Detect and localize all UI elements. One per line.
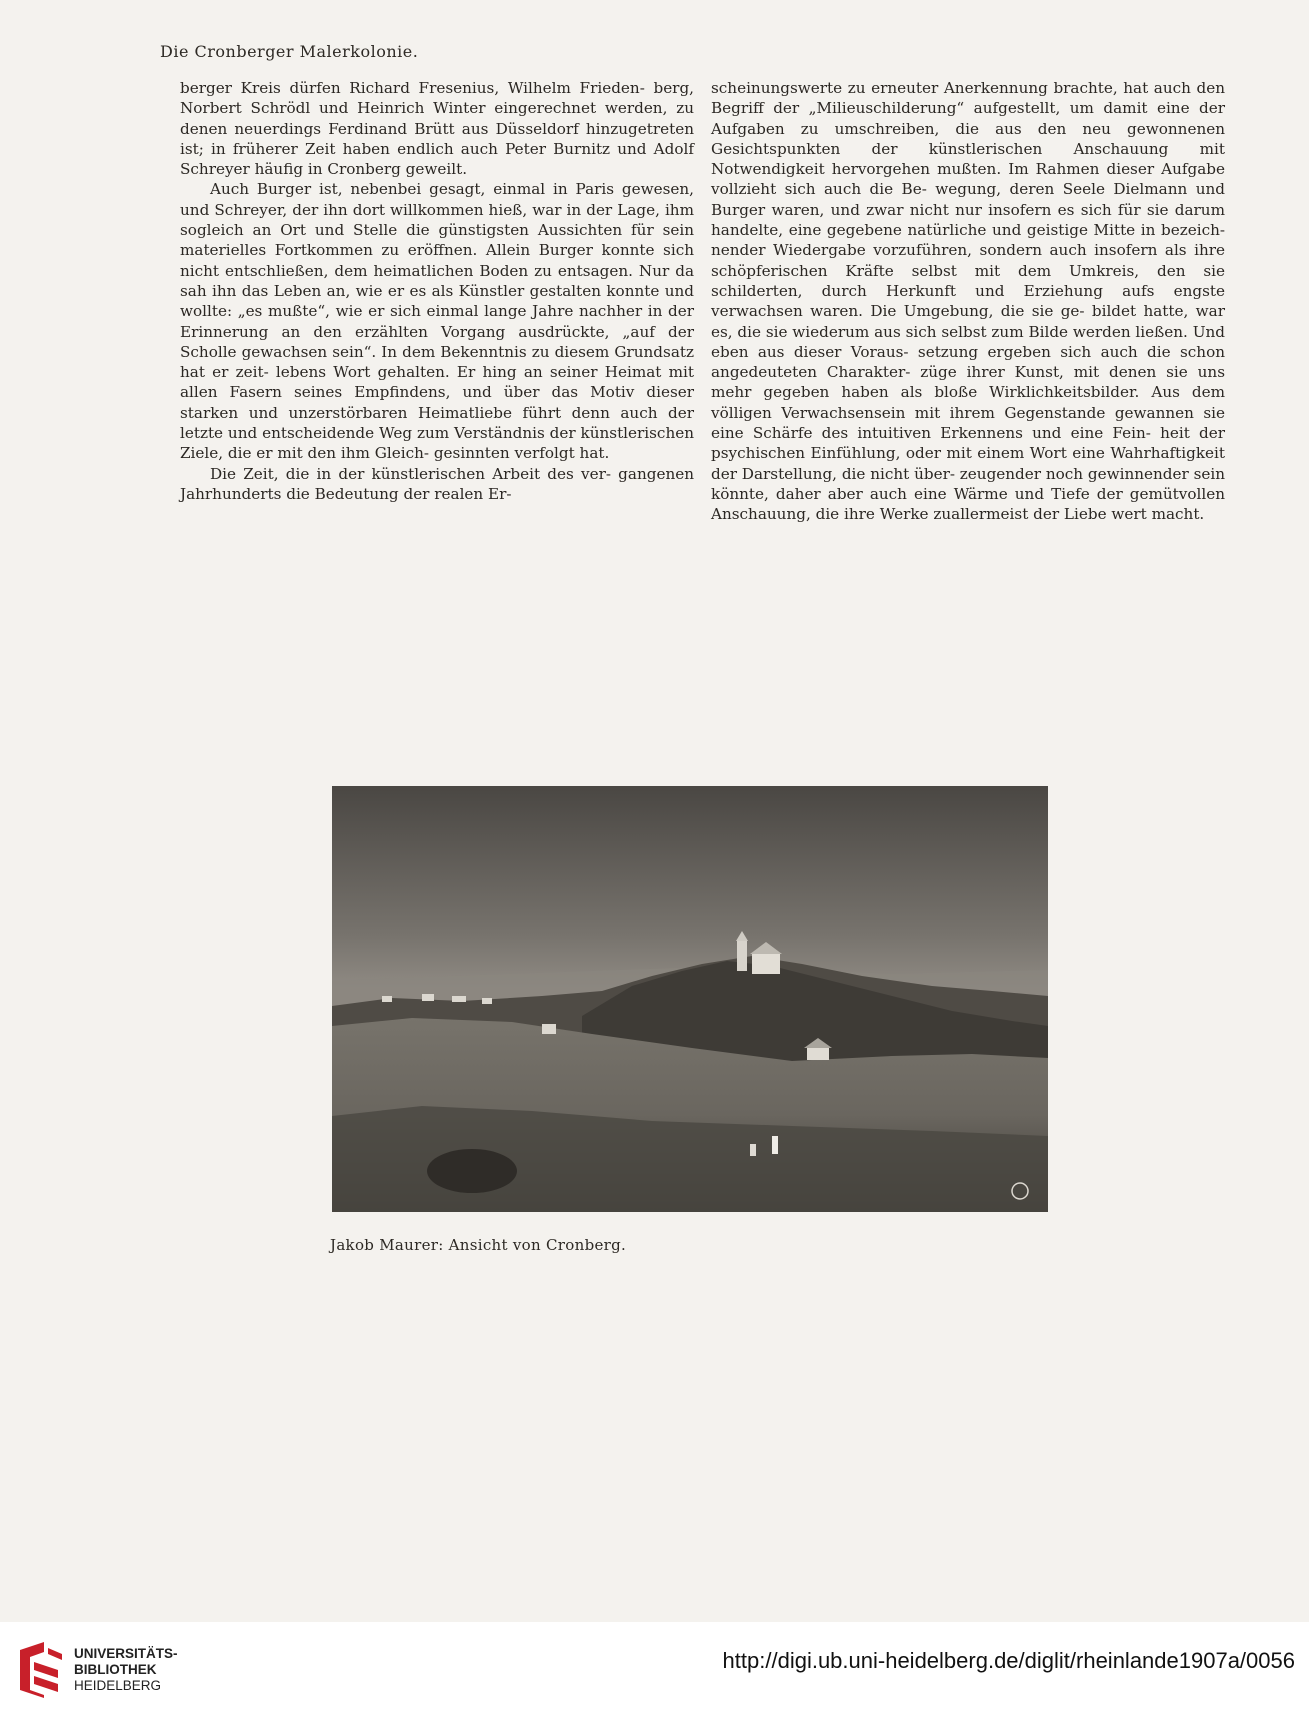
library-logo-icon (14, 1640, 66, 1700)
running-head: Die Cronberger Malerkolonie. (160, 42, 419, 61)
source-url[interactable]: http://digi.ub.uni-heidelberg.de/diglit/rheinlande1907a/0056 (722, 1648, 1295, 1673)
landscape-painting (332, 786, 1048, 1212)
painting-image (332, 786, 1048, 1212)
paragraph: Auch Burger ist, nebenbei gesagt, einmal in Paris gewesen, und Schreyer, der ihn dort willkommen hieß, war in der Lage, ihm sogleich an Ort und Stelle die günstigsten Aussichten für sein materielles Fortkommen zu eröffnen. Allein Burger konnte sich nicht entschließen, dem heimatlichen Boden zu entsagen. Nur da sah ihn das Leben an, wie er es als Künstler gestalten konnte und wollte: „es mußte“, wie er sich einmal lange Jahre nachher in der Erinnerung an den erzählten Vorgang ausdrückte, „auf der Scholle gewachsen sein“. In dem Bekenntnis zu diesem Grundsatz hat er zeit- lebens Wort gehalten. Er hing an seiner Heimat mit allen Fasern seines Empfindens, und über das Motiv dieser starken und unzerstörbaren Heimatliebe führt denn auch der letzte und entscheidende Weg zum Verständnis der künstlerischen Ziele, die er mit den ihm Gleich- gesinnten verfolgt hat. (180, 180, 694, 463)
right-text-column (711, 78, 1225, 525)
paragraph: berger Kreis dürfen Richard Fresenius, Wilhelm Frieden- berg, Norbert Schrödl und Heinrich Winter eingerechnet werden, zu denen neuerdings Ferdinand Brütt aus Düsseldorf hinzugetreten ist; in früherer Zeit haben endlich auch Peter Burnitz und Adolf Schreyer häufig in Cronberg geweilt. (180, 79, 694, 179)
library-name: UNIVERSITÄTS- BIBLIOTHEK HEIDELBERG (74, 1646, 178, 1693)
left-text-column (180, 78, 694, 504)
figure-caption: Jakob Maurer: Ansicht von Cronberg. (330, 1236, 627, 1254)
paragraph: Die Zeit, die in der künstlerischen Arbeit des ver- gangenen Jahrhunderts die Bedeutung der realen Er- (180, 464, 694, 503)
paragraph: scheinungswerte zu erneuter Anerkennung brachte, hat auch den Begriff der „Milieuschilderung“ aufgestellt, um damit eine der Aufgaben zu umschreiben, die aus den neu gewonnenen Gesichtspunkten der künstlerischen Anschauung mit Notwendigkeit hervorgehen mußten. Im Rahmen dieser Aufgabe vollzieht sich auch die Be- wegung, deren Seele Dielmann und Burger waren, und zwar nicht nur insofern es sich für sie darum handelte, eine gegebene natürliche und geistige Mitte in bezeich- nender Wiedergabe vorzuführen, sondern auch insofern als ihre schöpferischen Kräfte selbst mit dem Umkreis, den sie schilderten, durch Herkunft und Erziehung aufs engste verwachsen waren. Die Umgebung, die sie ge- bildet hatte, war es, die sie wiederum aus sich selbst zum Bilde werden ließen. Und eben aus dieser Voraus- setzung ergeben sich auch die schon angedeuteten Charakter- züge ihrer Kunst, mit denen sie uns mehr gegeben haben als bloße Wirklichkeitsbilder. Aus dem völligen Verwachsensein mit ihrem Gegenstande gewannen sie eine Schärfe des intuitiven Erkennens und eine Fein- heit der psychischen Einfühlung, oder mit einem Wort eine Wahrhaftigkeit der Darstellung, die nicht über- zeugender noch gewinnender sein könnte, daher aber auch eine Wärme und Tiefe der gemütvollen Anschauung, die ihre Werke zuallermeist der Liebe wert macht. (711, 79, 1226, 524)
digitization-footer (0, 1622, 1309, 1722)
